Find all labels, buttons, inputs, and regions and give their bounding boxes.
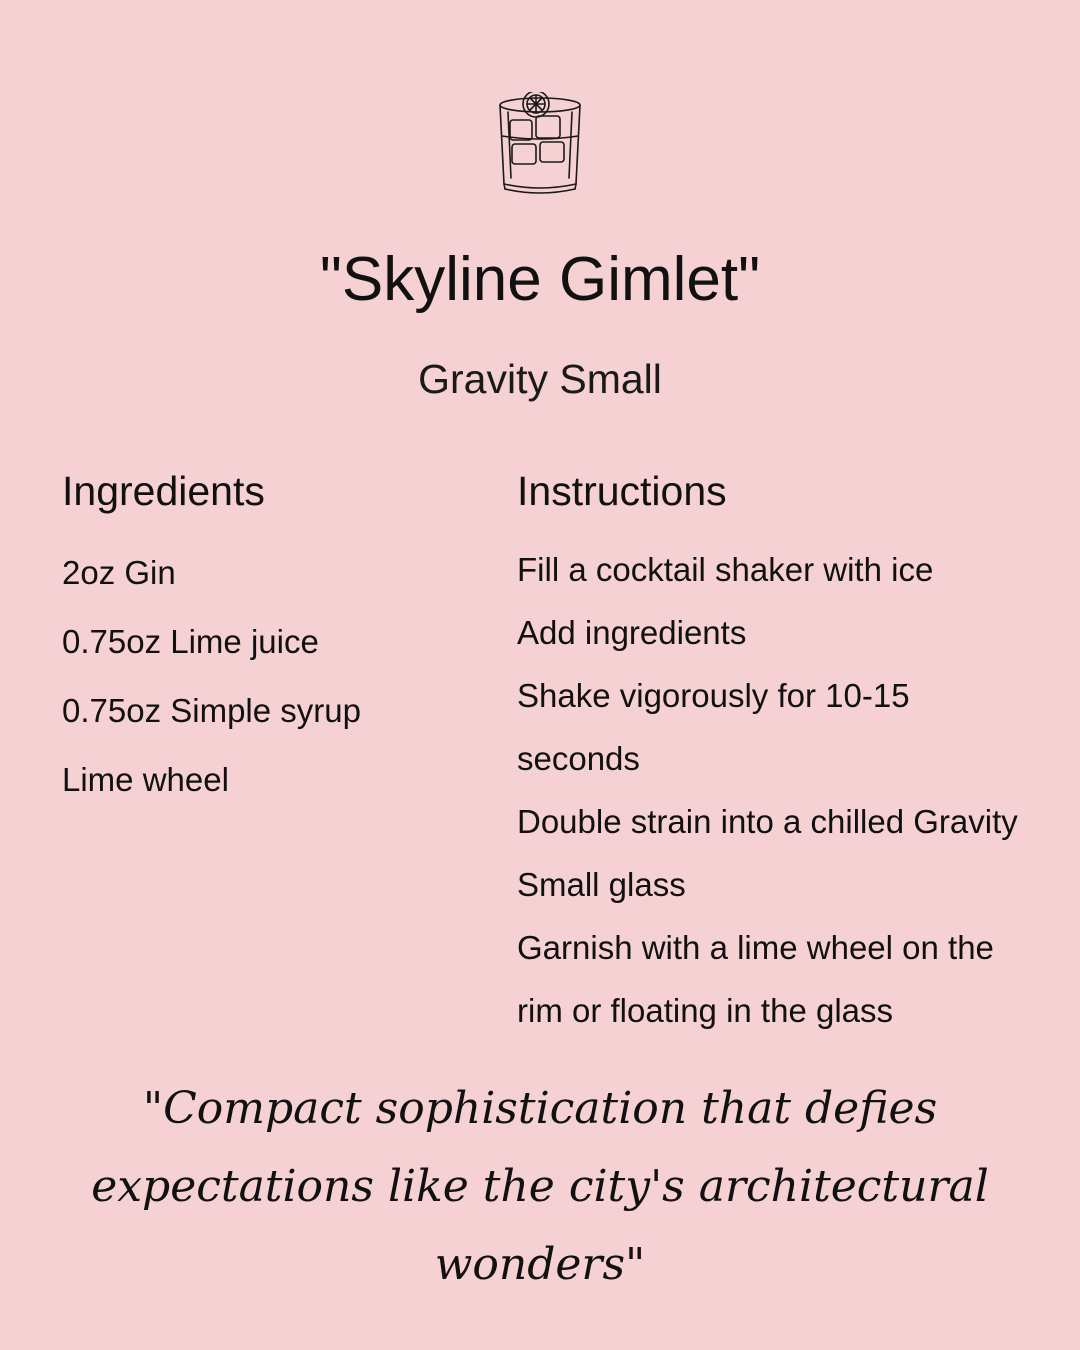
cocktail-title: "Skyline Gimlet" <box>319 245 761 314</box>
ingredient-item: Lime wheel <box>62 761 229 798</box>
instructions-heading: Instructions <box>517 468 727 514</box>
glass-type: Gravity Small <box>418 356 662 402</box>
instruction-step: Shake vigorously for 10-15 seconds <box>517 677 910 777</box>
tasting-quote: "Compact sophistication that defies expectations like the city's architectural wonders" <box>91 1083 989 1290</box>
instructions-section <box>517 462 1037 1042</box>
cocktail-glass-icon <box>496 92 584 198</box>
ingredients-section <box>62 462 482 814</box>
ingredient-item: 2oz Gin <box>62 554 176 591</box>
ingredient-item: 0.75oz Lime juice <box>62 623 319 660</box>
instruction-step: Add ingredients <box>517 614 747 651</box>
instruction-step: Fill a cocktail shaker with ice <box>517 551 934 588</box>
instruction-step: Garnish with a lime wheel on the rim or floating in the glass <box>517 929 994 1029</box>
instructions-list <box>517 538 1037 1042</box>
ingredients-heading: Ingredients <box>62 468 265 514</box>
ingredients-list <box>62 538 482 814</box>
ingredient-item: 0.75oz Simple syrup <box>62 692 361 729</box>
instruction-step: Double strain into a chilled Gravity Small glass <box>517 803 1018 903</box>
